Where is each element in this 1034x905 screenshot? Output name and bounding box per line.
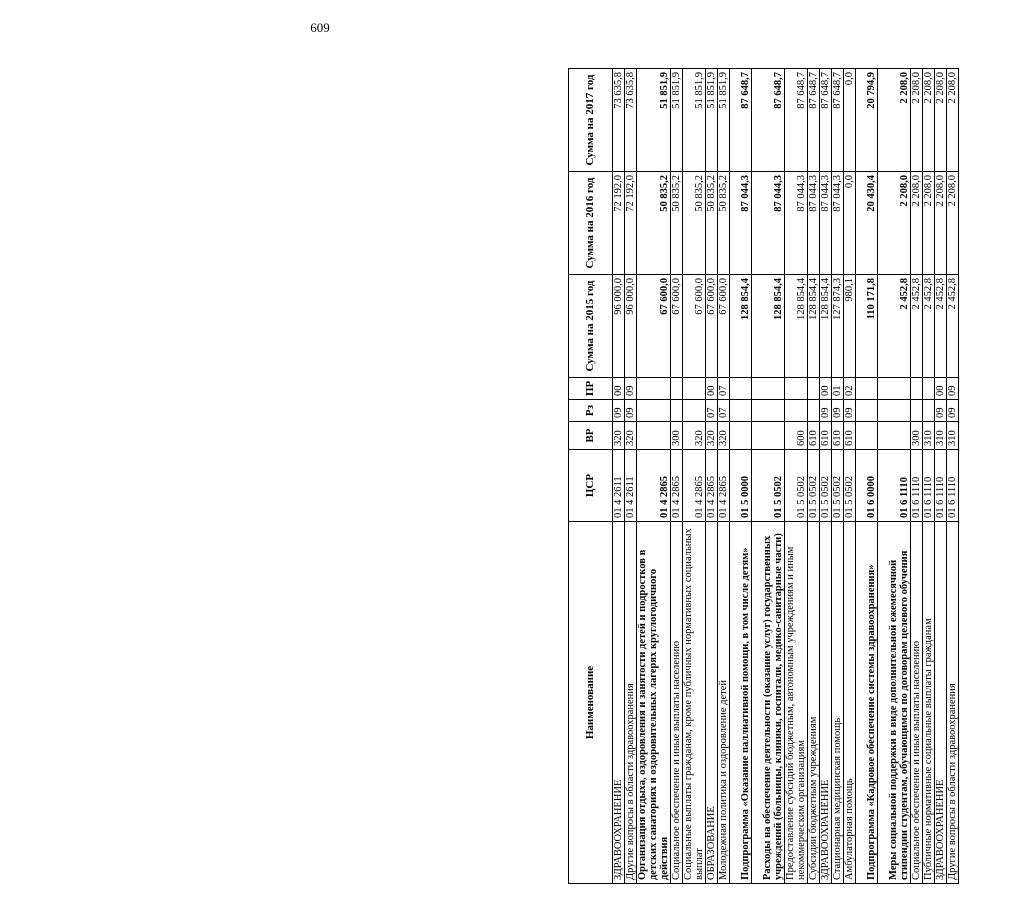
cell-vr: 320 [718, 422, 730, 450]
cell-sum-2016: 2 208,0 [911, 172, 923, 275]
cell-name: Амбулаторная помощь [844, 522, 856, 884]
cell-sum-2016: 0,0 [844, 172, 856, 275]
cell-sum-2016: 72 192,0 [625, 172, 637, 275]
cell-sum-2016: 87 044,3 [808, 172, 820, 275]
cell-rz [808, 400, 820, 422]
table-row [911, 69, 923, 884]
cell-csr: 01 5 0502 [832, 450, 844, 522]
cell-sum-2016: 72 192,0 [613, 172, 625, 275]
cell-pr [923, 378, 935, 400]
cell-rz: 09 [820, 400, 832, 422]
header-csr: ЦСР [569, 450, 613, 522]
cell-pr [671, 378, 683, 400]
cell-pr: 00 [613, 378, 625, 400]
cell-csr: 01 5 0000 [730, 450, 752, 522]
cell-sum-2015: 67 600,0 [671, 275, 683, 378]
cell-name: Стационарная медицинская помощь [832, 522, 844, 884]
rotated-page [568, 69, 1034, 884]
cell-vr: 320 [613, 422, 625, 450]
cell-pr: 00 [820, 378, 832, 400]
cell-pr: 02 [844, 378, 856, 400]
cell-rz [683, 400, 706, 422]
cell-csr: 01 6 1110 [935, 450, 947, 522]
cell-csr: 01 6 1110 [911, 450, 923, 522]
header-row [569, 69, 613, 884]
cell-pr [808, 378, 820, 400]
cell-rz: 07 [706, 400, 718, 422]
cell-rz: 09 [947, 400, 959, 422]
cell-sum-2015: 128 854,4 [808, 275, 820, 378]
table-row [856, 69, 878, 884]
table-body [613, 69, 959, 884]
cell-pr: 09 [947, 378, 959, 400]
cell-name: ЗДРАВООХРАНЕНИЕ [820, 522, 832, 884]
cell-sum-2017: 51 851,9 [718, 69, 730, 172]
cell-sum-2016: 87 044,3 [730, 172, 752, 275]
cell-rz [637, 400, 671, 422]
cell-sum-2017: 73 635,8 [625, 69, 637, 172]
cell-vr: 310 [947, 422, 959, 450]
cell-sum-2016: 50 835,2 [706, 172, 718, 275]
cell-rz: 09 [625, 400, 637, 422]
cell-sum-2016: 2 208,0 [878, 172, 911, 275]
table-row [637, 69, 671, 884]
cell-pr [878, 378, 911, 400]
cell-sum-2017: 87 648,7 [785, 69, 808, 172]
table-row [878, 69, 911, 884]
cell-name: Предоставление субсидий бюджетным, автономным учреждениям и иным некоммерческим организациям [785, 522, 808, 884]
cell-sum-2016: 2 208,0 [935, 172, 947, 275]
cell-name: ОБРАЗОВАНИЕ [706, 522, 718, 884]
cell-vr [752, 422, 785, 450]
cell-sum-2015: 96 000,0 [613, 275, 625, 378]
cell-vr [856, 422, 878, 450]
cell-csr: 01 5 0502 [808, 450, 820, 522]
cell-csr: 01 4 2865 [718, 450, 730, 522]
header-sum-2016: Сумма на 2016 год [569, 172, 613, 275]
table-row [785, 69, 808, 884]
table-row [625, 69, 637, 884]
cell-sum-2016: 50 835,2 [637, 172, 671, 275]
cell-sum-2017: 87 648,7 [832, 69, 844, 172]
cell-sum-2017: 0,0 [844, 69, 856, 172]
cell-sum-2015: 67 600,0 [637, 275, 671, 378]
cell-sum-2015: 2 452,8 [911, 275, 923, 378]
cell-sum-2015: 127 874,3 [832, 275, 844, 378]
table-row [947, 69, 959, 884]
cell-vr: 310 [935, 422, 947, 450]
cell-name: ЗДРАВООХРАНЕНИЕ [935, 522, 947, 884]
cell-sum-2017: 51 851,9 [671, 69, 683, 172]
table-row [935, 69, 947, 884]
cell-csr: 01 5 0502 [820, 450, 832, 522]
table-row [923, 69, 935, 884]
cell-sum-2015: 128 854,4 [785, 275, 808, 378]
cell-vr: 300 [911, 422, 923, 450]
cell-sum-2015: 2 452,8 [923, 275, 935, 378]
table-row [832, 69, 844, 884]
cell-sum-2016: 50 835,2 [718, 172, 730, 275]
cell-csr: 01 4 2865 [683, 450, 706, 522]
header-vr: ВР [569, 422, 613, 450]
table-row [718, 69, 730, 884]
header-sum-2015: Сумма на 2015 год [569, 275, 613, 378]
cell-csr: 01 5 0502 [785, 450, 808, 522]
cell-sum-2016: 87 044,3 [820, 172, 832, 275]
cell-sum-2015: 2 452,8 [935, 275, 947, 378]
cell-sum-2017: 51 851,9 [706, 69, 718, 172]
cell-sum-2016: 20 430,4 [856, 172, 878, 275]
cell-sum-2015: 2 452,8 [947, 275, 959, 378]
table-row [820, 69, 832, 884]
table-row [671, 69, 683, 884]
cell-name: Социальное обеспечение и иные выплаты населению [911, 522, 923, 884]
table-row [730, 69, 752, 884]
table-row [808, 69, 820, 884]
cell-sum-2017: 20 794,9 [856, 69, 878, 172]
header-rz: Рз [569, 400, 613, 422]
cell-sum-2016: 50 835,2 [671, 172, 683, 275]
cell-vr: 310 [923, 422, 935, 450]
cell-sum-2015: 128 854,4 [730, 275, 752, 378]
cell-sum-2017: 51 851,9 [637, 69, 671, 172]
cell-pr: 09 [625, 378, 637, 400]
cell-sum-2017: 51 851,9 [683, 69, 706, 172]
cell-name: Другие вопросы в области здравоохранения [947, 522, 959, 884]
cell-sum-2016: 2 208,0 [947, 172, 959, 275]
cell-rz [730, 400, 752, 422]
cell-pr: 00 [935, 378, 947, 400]
cell-rz: 09 [935, 400, 947, 422]
cell-name: Субсидии бюджетным учреждениям [808, 522, 820, 884]
cell-name: Меры социальной поддержки в виде дополнительной ежемесячной стипендии студентам, обучающимся по договорам целевого обучения [878, 522, 911, 884]
cell-sum-2015: 96 000,0 [625, 275, 637, 378]
cell-sum-2017: 2 208,0 [911, 69, 923, 172]
header-name: Наименование [569, 522, 613, 884]
cell-rz: 09 [613, 400, 625, 422]
cell-rz [856, 400, 878, 422]
cell-csr: 01 4 2611 [625, 450, 637, 522]
cell-rz: 09 [844, 400, 856, 422]
cell-sum-2016: 2 208,0 [923, 172, 935, 275]
cell-vr: 320 [625, 422, 637, 450]
cell-name: Подпрограмма «Кадровое обеспечение системы здравоохранения» [856, 522, 878, 884]
cell-vr [878, 422, 911, 450]
table-row [613, 69, 625, 884]
cell-csr: 01 6 1110 [878, 450, 911, 522]
table-row [752, 69, 785, 884]
cell-rz [785, 400, 808, 422]
cell-name: Расходы на обеспечение деятельности (оказание услуг) государственных учреждений (больницы, клиники, госпитали, медико-санитарные части) [752, 522, 785, 884]
cell-vr: 610 [832, 422, 844, 450]
cell-pr: 00 [706, 378, 718, 400]
cell-sum-2017: 73 635,8 [613, 69, 625, 172]
cell-name: Другие вопросы в области здравоохранения [625, 522, 637, 884]
cell-name: Социальные выплаты гражданам, кроме публичных нормативных социальных выплат [683, 522, 706, 884]
cell-name: Молодежная политика и оздоровление детей [718, 522, 730, 884]
cell-csr: 01 4 2865 [671, 450, 683, 522]
cell-csr: 01 5 0502 [752, 450, 785, 522]
cell-sum-2015: 67 600,0 [683, 275, 706, 378]
cell-sum-2017: 87 648,7 [808, 69, 820, 172]
cell-name: Социальное обеспечение и иные выплаты населению [671, 522, 683, 884]
cell-name: Подпрограмма «Оказание паллиативной помощи, в том числе детям» [730, 522, 752, 884]
cell-vr: 300 [671, 422, 683, 450]
cell-vr: 320 [706, 422, 718, 450]
cell-csr: 01 4 2611 [613, 450, 625, 522]
cell-sum-2015: 980,1 [844, 275, 856, 378]
cell-sum-2015: 67 600,0 [718, 275, 730, 378]
cell-sum-2015: 128 854,4 [752, 275, 785, 378]
header-sum-2017: Сумма на 2017 год [569, 69, 613, 172]
cell-sum-2017: 2 208,0 [878, 69, 911, 172]
cell-vr: 600 [785, 422, 808, 450]
table-row [844, 69, 856, 884]
cell-sum-2017: 2 208,0 [923, 69, 935, 172]
cell-pr: 01 [832, 378, 844, 400]
cell-sum-2017: 87 648,7 [752, 69, 785, 172]
cell-pr [856, 378, 878, 400]
cell-sum-2017: 2 208,0 [935, 69, 947, 172]
cell-name: Публичные нормативные социальные выплаты гражданам [923, 522, 935, 884]
cell-rz [671, 400, 683, 422]
cell-sum-2015: 110 171,8 [856, 275, 878, 378]
cell-pr [683, 378, 706, 400]
cell-pr [730, 378, 752, 400]
cell-name: ЗДРАВООХРАНЕНИЕ [613, 522, 625, 884]
cell-sum-2016: 87 044,3 [752, 172, 785, 275]
cell-csr: 01 6 1110 [947, 450, 959, 522]
cell-sum-2017: 87 648,7 [820, 69, 832, 172]
cell-csr: 01 4 2865 [637, 450, 671, 522]
cell-pr [911, 378, 923, 400]
cell-csr: 01 6 1110 [923, 450, 935, 522]
page-number: 609 [310, 20, 330, 35]
cell-sum-2017: 2 208,0 [947, 69, 959, 172]
cell-rz [752, 400, 785, 422]
budget-table [568, 68, 959, 884]
cell-name: Организация отдыха, оздоровления и занятости детей и подростков в детских санаториях и оздоровительных лагерях круглогодичного действия [637, 522, 671, 884]
cell-sum-2016: 50 835,2 [683, 172, 706, 275]
cell-pr: 07 [718, 378, 730, 400]
cell-csr: 01 5 0502 [844, 450, 856, 522]
table-row [706, 69, 718, 884]
cell-csr: 01 6 0000 [856, 450, 878, 522]
cell-sum-2017: 87 648,7 [730, 69, 752, 172]
cell-rz: 07 [718, 400, 730, 422]
cell-sum-2015: 128 854,4 [820, 275, 832, 378]
cell-vr [730, 422, 752, 450]
cell-sum-2015: 67 600,0 [706, 275, 718, 378]
cell-pr [785, 378, 808, 400]
cell-vr: 610 [808, 422, 820, 450]
cell-vr: 610 [844, 422, 856, 450]
cell-vr [637, 422, 671, 450]
cell-pr [637, 378, 671, 400]
header-pr: ПР [569, 378, 613, 400]
cell-rz [878, 400, 911, 422]
cell-sum-2015: 2 452,8 [878, 275, 911, 378]
cell-vr: 610 [820, 422, 832, 450]
cell-sum-2016: 87 044,3 [832, 172, 844, 275]
cell-vr: 320 [683, 422, 706, 450]
cell-csr: 01 4 2865 [706, 450, 718, 522]
cell-rz [923, 400, 935, 422]
cell-sum-2016: 87 044,3 [785, 172, 808, 275]
cell-pr [752, 378, 785, 400]
cell-rz [911, 400, 923, 422]
cell-rz: 09 [832, 400, 844, 422]
table-row [683, 69, 706, 884]
